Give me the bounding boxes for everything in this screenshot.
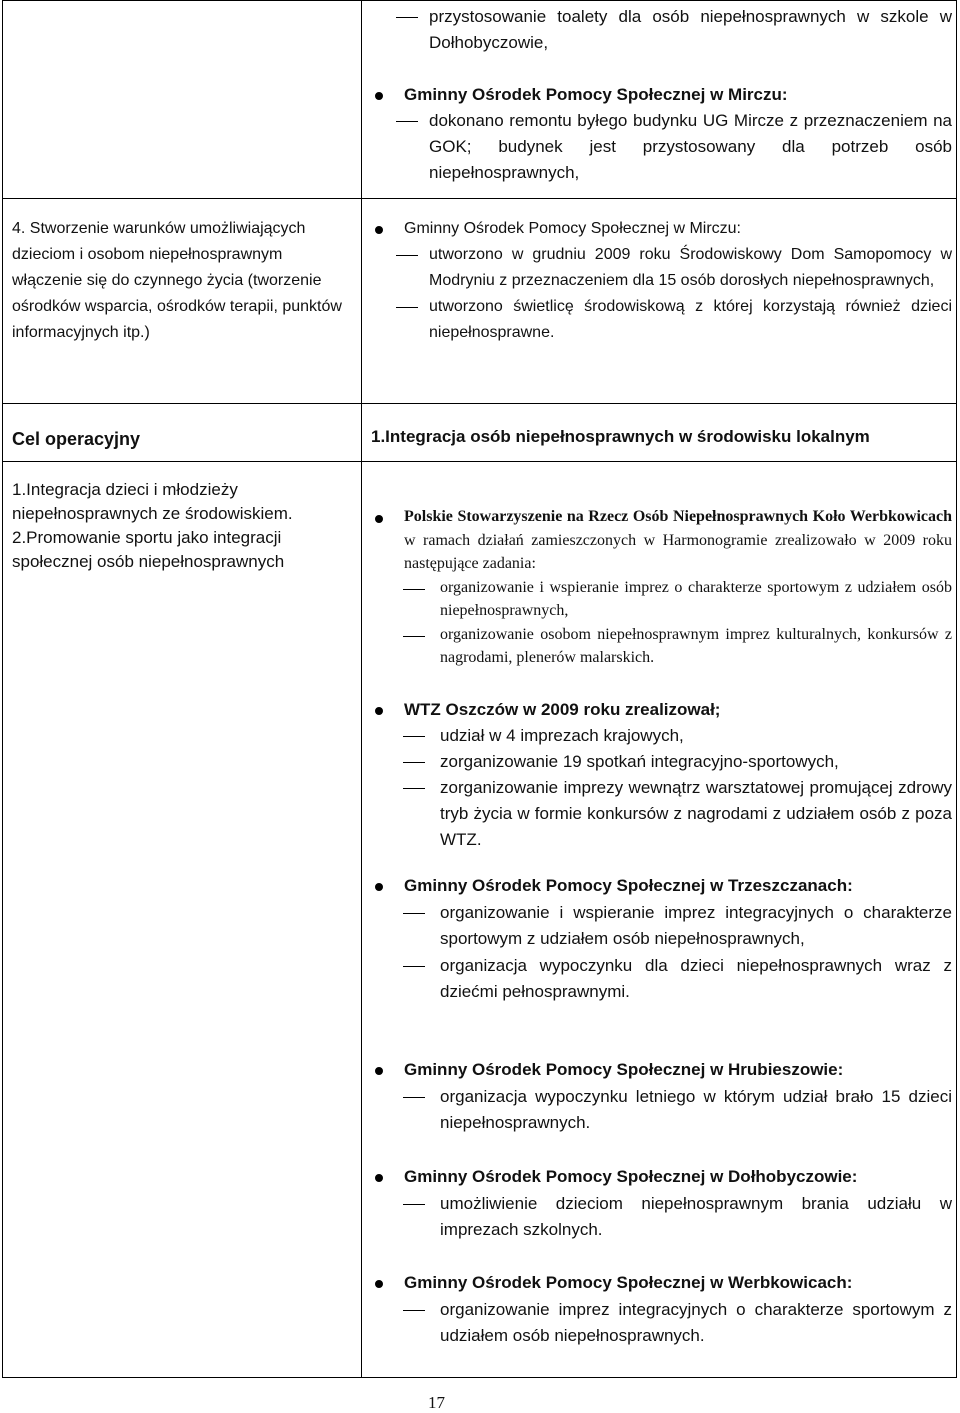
dash-icon (403, 913, 425, 914)
bullet-icon (375, 92, 383, 100)
list-item: udział w 4 imprezach krajowych, (372, 723, 952, 749)
gops-mircze-block-2 (372, 216, 952, 346)
bullet-icon (375, 1174, 383, 1182)
block-title: Gminny Ośrodek Pomocy Społecznej w Hrubieszowie: (372, 1057, 952, 1084)
dash-icon (396, 17, 418, 18)
list-item: dokonano remontu byłego budynku UG Mircze z przeznaczeniem na GOK; budynek jest przystosowany dla potrzeb osób niepełnosprawnych, (372, 108, 952, 186)
block-title: Gminny Ośrodek Pomocy Społecznej w Mirczu: (372, 216, 952, 242)
bullet-icon (375, 515, 383, 523)
dash-icon (403, 1204, 425, 1205)
dash-icon (403, 1310, 425, 1311)
list-item: umożliwienie dzieciom niepełnosprawnym brania udziału w imprezach szkolnych. (372, 1191, 952, 1244)
list-item: organizowanie osobom niepełnosprawnym imprez kulturalnych, konkursów z nagrodami, plenerów malarskich. (372, 623, 952, 670)
page-number: 17 (428, 1393, 445, 1412)
block-title: WTZ Oszczów w 2009 roku zrealizował; (372, 697, 952, 723)
block-title: Gminny Ośrodek Pomocy Społecznej w Mirczu: (372, 82, 952, 108)
list-item: zorganizowanie 19 spotkań integracyjno-sportowych, (372, 749, 952, 775)
goal-heading: Cel operacyjny (12, 429, 141, 449)
block-title: Gminny Ośrodek Pomocy Społecznej w Trzeszczanach: (372, 873, 952, 900)
dash-icon (403, 589, 425, 590)
list-item: utworzono świetlicę środowiskową z której korzystają również dzieci niepełnosprawne. (372, 294, 952, 346)
list-item: utworzono w grudniu 2009 roku Środowiskowy Dom Samopomocy w Modryniu z przeznaczeniem dla 15 osób dorosłych niepełnosprawnych, (372, 242, 952, 294)
dash-icon (396, 121, 418, 122)
bullet-icon (375, 707, 383, 715)
list-item: organizacja wypoczynku letniego w którym udział brało 15 dzieci niepełnosprawnych. (372, 1084, 952, 1137)
dash-icon (403, 736, 425, 737)
dash-icon (396, 307, 418, 308)
bullet-icon (375, 226, 383, 234)
block-title: Gminny Ośrodek Pomocy Społecznej w Werbkowicach: (372, 1270, 952, 1297)
org-wtz-block (372, 697, 952, 853)
list-item: organizowanie i wspieranie imprez integracyjnych o charakterze sportowym z udziałem osób niepełnosprawnych, (372, 900, 952, 953)
org-hrubieszow-block (372, 1057, 952, 1137)
goal-item: 1.Integracja dzieci i młodzieży niepełnosprawnych ze środowiskiem. (12, 480, 293, 523)
goal-item: 2.Promowanie sportu jako integracji społecznej osób niepełnosprawnych (12, 528, 285, 571)
row-divider (2, 403, 957, 404)
block-title: Gminny Ośrodek Pomocy Społecznej w Dołhobyczowie: (372, 1164, 952, 1191)
gops-mircze-block-1 (372, 82, 952, 186)
org-trzeszczany-block (372, 873, 952, 1006)
org-psrn-block (372, 505, 952, 670)
dash-icon (403, 762, 425, 763)
dash-icon (403, 788, 425, 789)
dash-icon (403, 1097, 425, 1098)
list-item: organizowanie i wspieranie imprez o charakterze sportowym z udziałem osób niepełnosprawnych, (372, 576, 952, 623)
list-item: zorganizowanie imprezy wewnątrz warsztatowej promującej zdrowy tryb życia w formie konkursów z nagrodami z udziałem osób z poza WTZ. (372, 775, 952, 853)
row-divider (2, 461, 957, 462)
row-divider (2, 198, 957, 199)
dash-icon (403, 636, 425, 637)
org-dolhobyczow-block (372, 1164, 952, 1244)
bullet-icon (375, 883, 383, 891)
dash-icon (403, 966, 425, 967)
objective-4-text: 4. Stworzenie warunków umożliwiających dzieciom i osobom niepełnosprawnym włączenie się do czynnego życia (tworzenie ośrodków wsparcia, ośrodków terapii, punktów informacyjnych itp.) (12, 220, 342, 341)
goal-title: 1.Integracja osób niepełnosprawnych w środowisku lokalnym (371, 427, 870, 446)
dash-icon (396, 255, 418, 256)
goals-list (12, 478, 352, 574)
bullet-icon (375, 1067, 383, 1075)
list-item: przystosowanie toalety dla osób niepełnosprawnych w szkole w Dołhobyczowie, (372, 4, 952, 56)
list-item: organizacja wypoczynku dla dzieci niepełnosprawnych wraz z dziećmi pełnosprawnymi. (372, 953, 952, 1006)
row1-right-cell (372, 4, 952, 56)
list-item: organizowanie imprez integracyjnych o charakterze sportowym z udziałem osób niepełnosprawnych. (372, 1297, 952, 1350)
column-divider (361, 0, 362, 1378)
bullet-icon (375, 1280, 383, 1288)
org-werbkowice-block (372, 1270, 952, 1350)
block-title: Polskie Stowarzyszenie na Rzecz Osób Niepełnosprawnych Koło Werbkowicach w ramach działań zamieszczonych w Harmonogramie zrealizowało w 2009 roku następujące zadania: (372, 505, 952, 576)
